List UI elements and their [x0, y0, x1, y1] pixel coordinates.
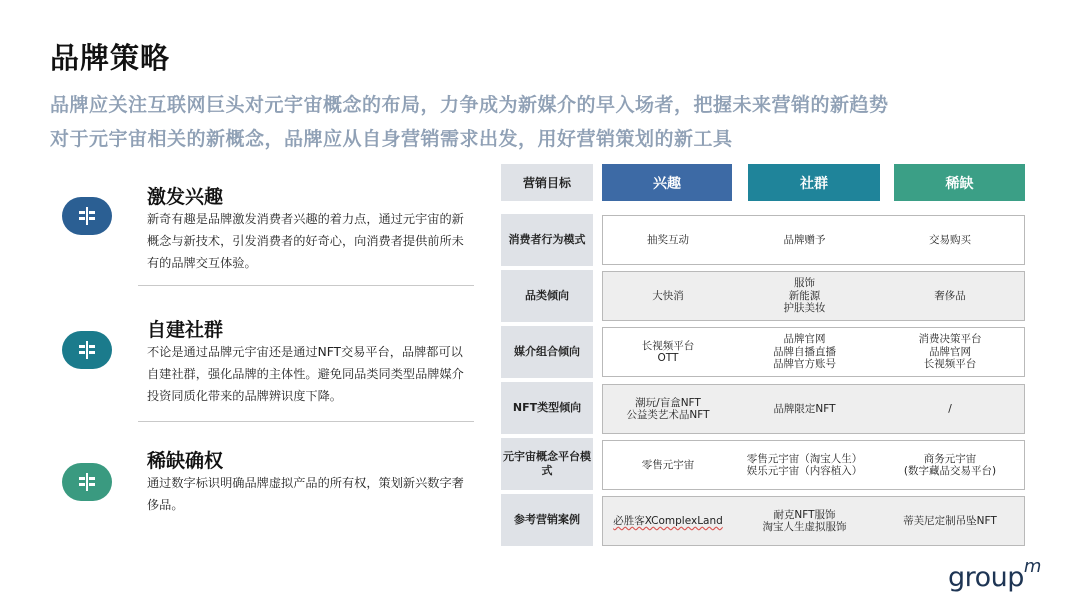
row-label: 元宇宙概念平台模式: [501, 438, 593, 490]
table-cell: 潮玩/盲盒NFT 公益类艺术品NFT: [626, 396, 710, 421]
row-label: 媒介组合倾向: [501, 326, 593, 378]
table-cell: 蒂芙尼定制吊坠NFT: [903, 514, 997, 527]
table-header-label: 营销目标: [501, 164, 593, 201]
row-label: NFT类型倾向: [501, 382, 593, 434]
table-cell: 抽奖互动: [647, 233, 689, 246]
item-description: 不论是通过品牌元宇宙还是通过NFT交易平台，品牌都可以自建社群，强化品牌的主体性。避免同品类同类型品牌媒介投资同质化带来的品牌辨识度下降。: [147, 345, 464, 403]
column-header-scarcity: 稀缺: [894, 164, 1025, 201]
table-cell: 长视频平台 OTT: [641, 339, 695, 364]
signpost-icon: [62, 463, 112, 501]
column-header-interest: 兴趣: [602, 164, 732, 201]
table-cell: 交易购买: [929, 233, 971, 246]
table-row: [602, 215, 1025, 265]
strategy-item-community: [62, 315, 474, 425]
divider: [138, 421, 474, 422]
table-cell: 商务元宇宙 (数字藏品交易平台): [903, 452, 997, 477]
row-label: 参考营销案例: [501, 494, 593, 546]
table-cell: 必胜客XComplexLand: [613, 514, 723, 527]
subtitle-line-2: 对于元宇宙相关的新概念，品牌应从自身营销需求出发，用好营销策划的新工具: [50, 128, 733, 150]
row-label: 消费者行为模式: [501, 214, 593, 266]
table-row: [602, 327, 1025, 377]
table-cell: 零售元宇宙: [641, 458, 695, 471]
item-title: 激发兴趣: [147, 186, 224, 208]
subtitle-line-1: 品牌应关注互联网巨头对元宇宙概念的布局，力争成为新媒介的早入场者，把握未来营销的新趋势: [50, 94, 889, 116]
table-cell: 品牌赠予: [783, 233, 826, 246]
table-row: [602, 440, 1025, 490]
item-title: 自建社群: [147, 319, 224, 341]
groupm-logo: group$^m$: [948, 556, 1041, 593]
strategy-item-interest: [62, 182, 474, 292]
signpost-icon: [62, 331, 112, 369]
table-cell: /: [948, 402, 952, 415]
strategy-item-scarcity: [62, 446, 474, 526]
table-row: [602, 384, 1025, 434]
table-cell: 耐克NFT服饰 淘宝人生虚拟服饰: [762, 508, 847, 533]
table-cell: 品牌限定NFT: [773, 402, 836, 415]
signpost-icon: [62, 197, 112, 235]
table-row: [602, 271, 1025, 321]
table-row: [602, 496, 1025, 546]
page-title: 品牌策略: [50, 41, 171, 75]
table-cell: 品牌官网 品牌自播直播 品牌官方账号: [773, 333, 836, 371]
table-cell: 服饰 新能源 护肤美妆: [783, 277, 826, 315]
table-cell: 奢侈品: [934, 289, 966, 302]
item-description: 通过数字标识明确品牌虚拟产品的所有权，策划新兴数字奢侈品。: [147, 476, 464, 512]
divider: [138, 285, 474, 286]
column-header-community: 社群: [748, 164, 880, 201]
table-cell: 大快消: [652, 289, 684, 302]
row-label: 品类倾向: [501, 270, 593, 322]
item-title: 稀缺确权: [147, 450, 224, 472]
item-description: 新奇有趣是品牌激发消费者兴趣的着力点，通过元宇宙的新概念与新技术，引发消费者的好奇心，向消费者提供前所未有的品牌交互体验。: [147, 212, 464, 270]
table-cell: 消费决策平台 品牌官网 长视频平台: [918, 333, 982, 371]
table-cell: 零售元宇宙（淘宝人生） 娱乐元宇宙（内容植入）: [746, 452, 863, 477]
